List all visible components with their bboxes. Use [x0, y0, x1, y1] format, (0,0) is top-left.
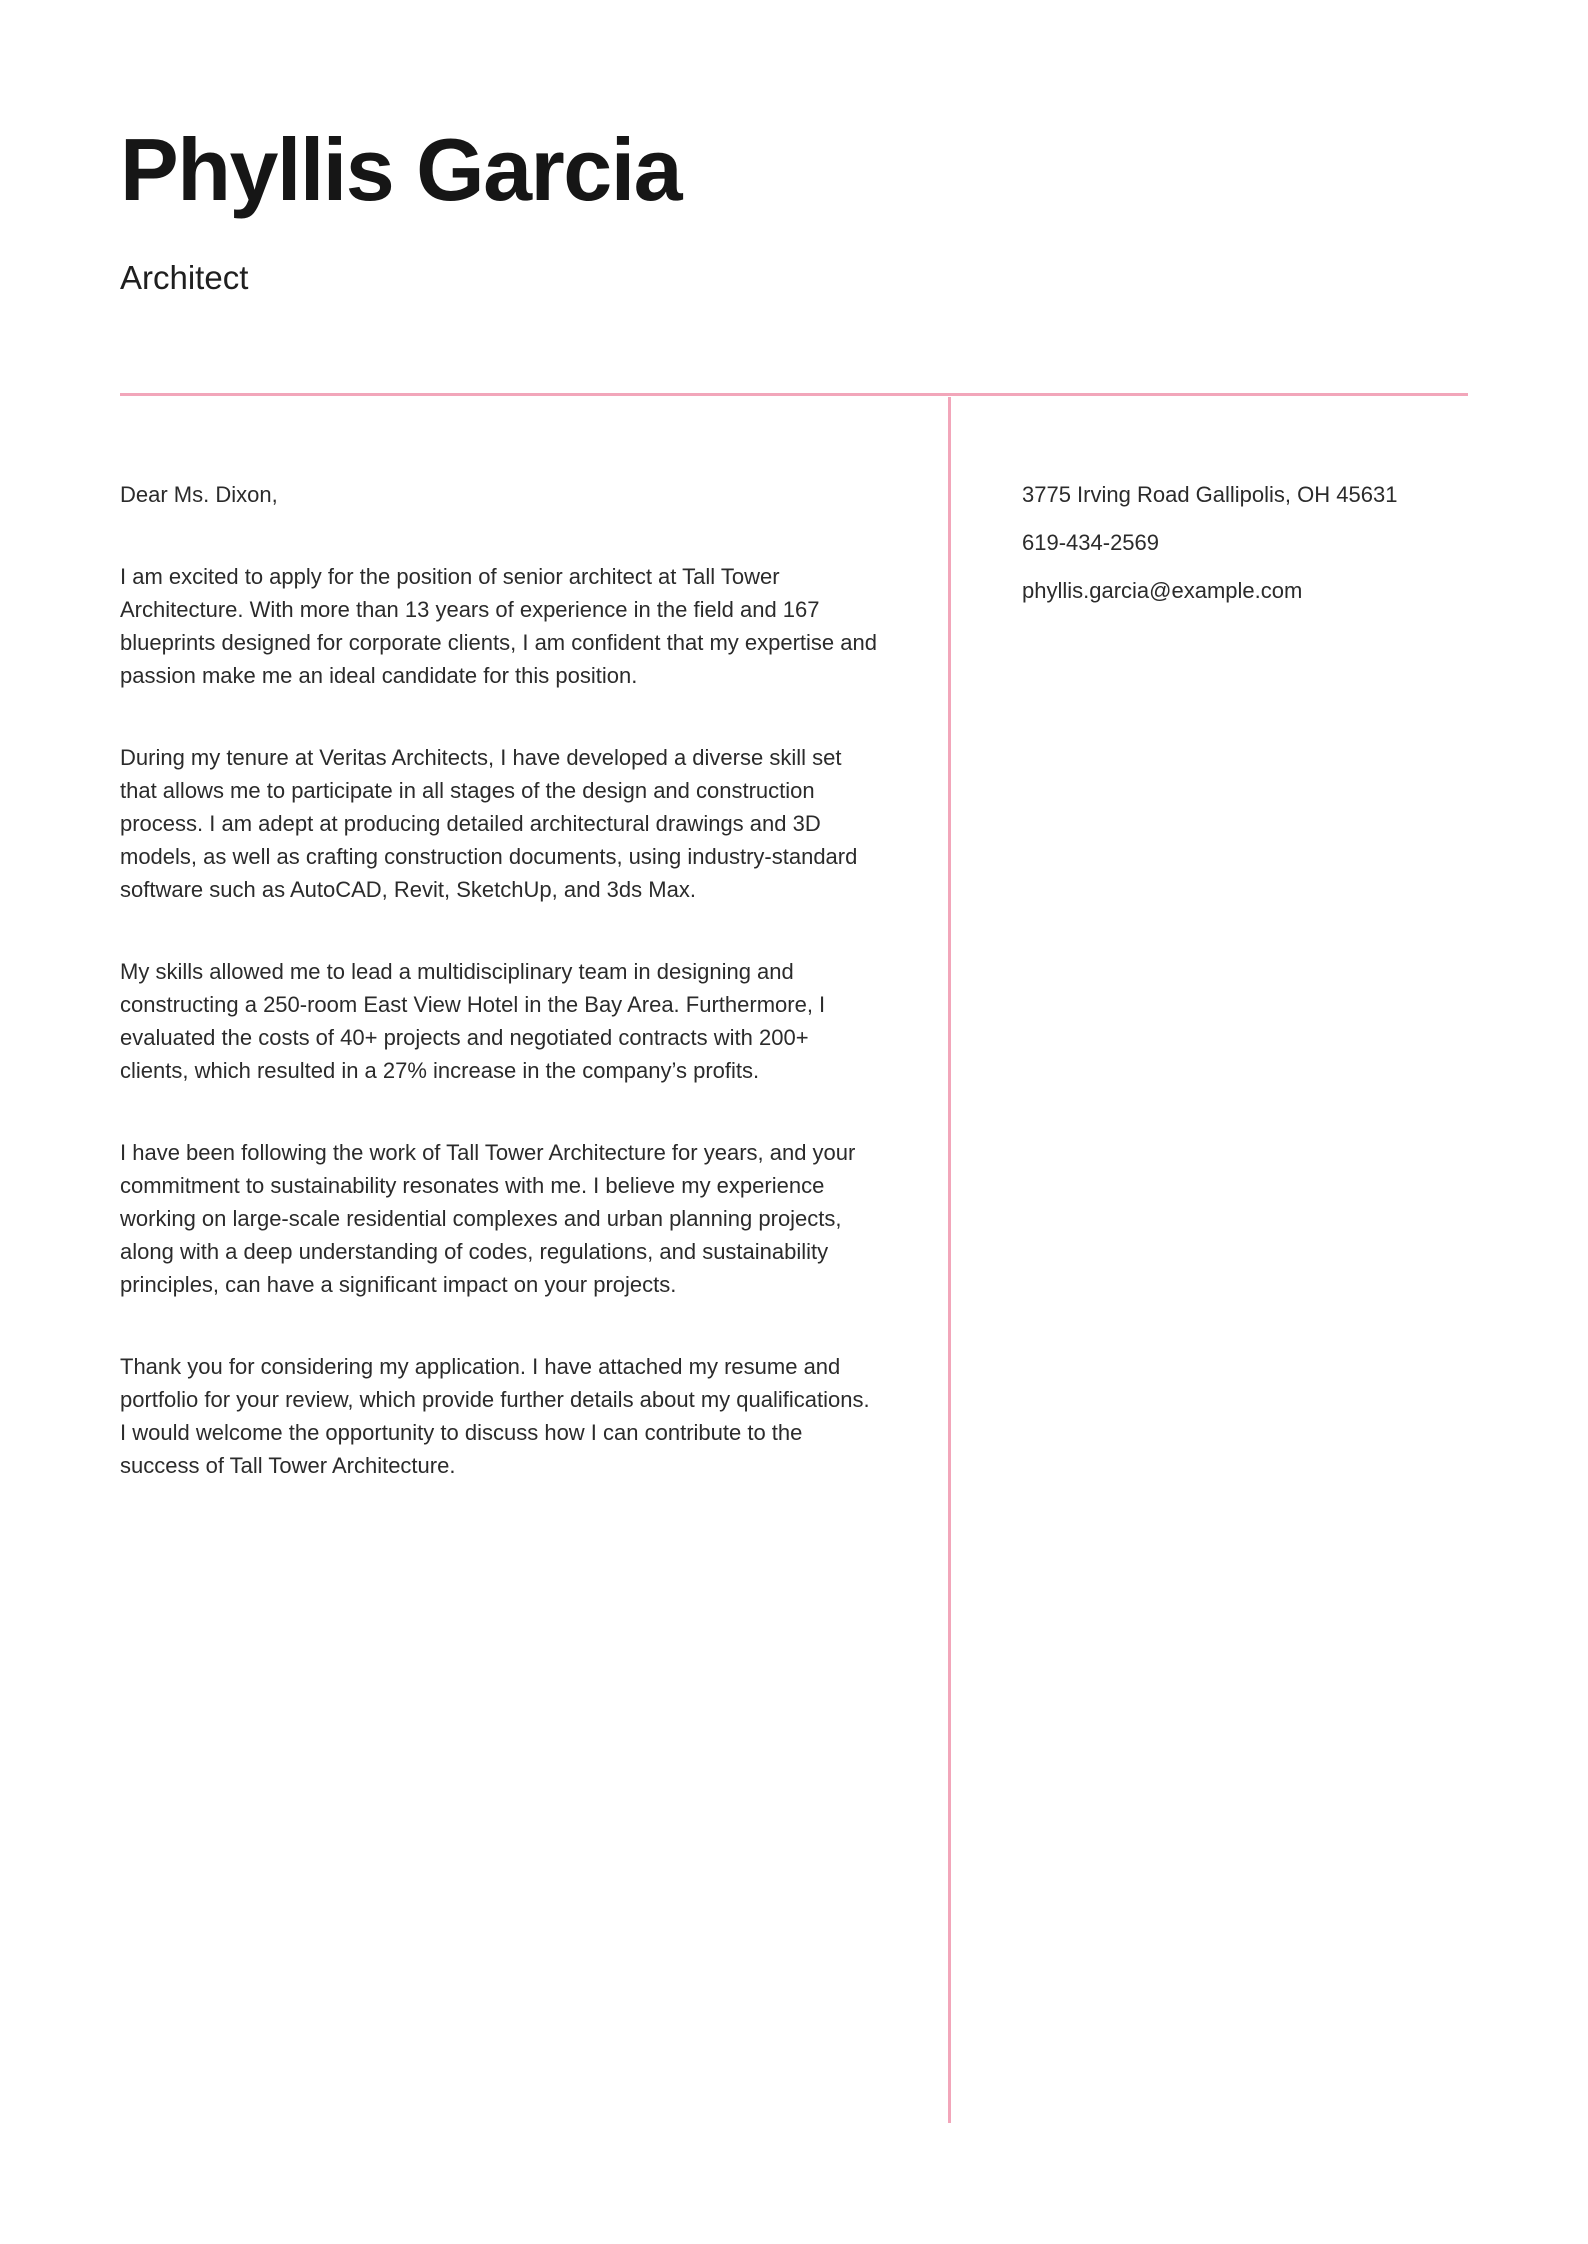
- vertical-divider: [948, 397, 951, 2123]
- letter-paragraph-2: During my tenure at Veritas Architects, I have developed a diverse skill set that allows me to participate in all stages of the design and construction process. I am adept at producing detailed architectural drawings and 3D models, as well as crafting construction documents, using industry-standard software such as AutoCAD, Revit, SketchUp, and 3ds Max.: [120, 745, 858, 902]
- horizontal-divider: [120, 393, 1468, 396]
- letter-header: [120, 122, 681, 297]
- contact-phone: 619-434-2569: [1022, 530, 1160, 555]
- salutation: Dear Ms. Dixon,: [120, 482, 278, 507]
- page-title: Phyllis Garcia: [120, 120, 682, 219]
- letter-paragraph-4: I have been following the work of Tall Tower Architecture for years, and your commitment to sustainability resonates with me. I believe my experience working on large-scale residential complexes and urban planning projects, along with a deep understanding of codes, regulations, and sustainability principles, can have a significant impact on your projects.: [120, 1140, 856, 1297]
- contact-info: [1022, 478, 1472, 622]
- letter-paragraph-1: I am excited to apply for the position of senior architect at Tall Tower Architecture. With more than 13 years of experience in the field and 167 blueprints designed for corporate clients, I am confident that my expertise and passion make me an ideal candidate for this position.: [120, 564, 877, 688]
- contact-email: phyllis.garcia@example.com: [1022, 578, 1303, 603]
- contact-address: 3775 Irving Road Gallipolis, OH 45631: [1022, 482, 1398, 507]
- letter-body: [120, 478, 878, 1531]
- letter-paragraph-3: My skills allowed me to lead a multidisciplinary team in designing and constructing a 250-room East View Hotel in the Bay Area. Furthermore, I evaluated the costs of 40+ projects and negotiated contracts with 200+ clients, which resulted in a 27% increase in the company’s profits.: [120, 959, 826, 1083]
- letter-paragraph-5: Thank you for considering my application. I have attached my resume and portfolio for your review, which provide further details about my qualifications. I would welcome the opportunity to discuss how I can contribute to the success of Tall Tower Architecture.: [120, 1354, 870, 1478]
- job-title: Architect: [120, 258, 249, 296]
